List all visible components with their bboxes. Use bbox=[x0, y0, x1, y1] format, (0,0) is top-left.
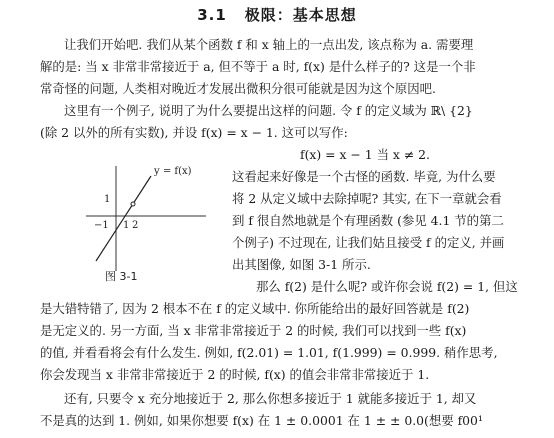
figure-caption: 图 3-1 bbox=[105, 270, 138, 283]
paragraph-line: 出其图像, 如图 3-1 所示. bbox=[232, 257, 371, 272]
neg-tick-label: −1 bbox=[94, 220, 109, 231]
hole-point bbox=[131, 202, 135, 206]
function-line bbox=[96, 176, 151, 261]
paragraph-line: 还有, 只要令 x 充分地接近于 2, 那么你想多接近于 1 就能多接近于 1, 却又 bbox=[64, 391, 477, 406]
paragraph-line: 是大错特错了, 因为 2 根本不在 f 的定义域中. 你所能给出的最好回答就是 f(2) bbox=[40, 301, 470, 316]
paragraph-line: 是无定义的. 另一方面, 当 x 非常非常接近于 2 的时候, 我们可以找到一些 f(x) bbox=[40, 323, 467, 338]
y-tick-label: 1 bbox=[104, 194, 111, 205]
curve-label: y = f(x) bbox=[154, 166, 192, 177]
graph-svg bbox=[76, 166, 216, 286]
paragraph-line: 让我们开始吧. 我们从某个函数 f 和 x 轴上的一点出发, 该点称为 a. 需要理 bbox=[64, 37, 474, 52]
section-title: 极限：基本思想 bbox=[244, 6, 357, 24]
paragraph-line: 的值, 并看看将会有什么发生. 例如, f(2.01) = 1.01, f(1.999) = 0.999. 稍作思考, bbox=[40, 345, 498, 360]
paragraph-line: 这里有一个例子, 说明了为什么要提出这样的问题. 令 f 的定义域为 ℝ\ {2} bbox=[64, 103, 473, 118]
paragraph-line: 解的是: 当 x 非常非常接近于 a, 但不等于 a 时, f(x) 是什么样子的? 这是一个非 bbox=[40, 59, 476, 74]
paragraph-line: 到 f 很自然地就是个有理函数 (参见 4.1 节的第二 bbox=[232, 213, 504, 228]
paragraph-line: 你会发现当 x 非常非常接近于 2 的时候, f(x) 的值会非常非常接近于 1. bbox=[40, 367, 430, 382]
x-tick-label-2: 2 bbox=[132, 220, 139, 231]
paragraph-line: 将 2 从定义域中去除掉呢? 其实, 在下一章就会看 bbox=[232, 191, 502, 206]
function-graph bbox=[76, 166, 216, 286]
paragraph-line: (除 2 以外的所有实数), 并设 f(x) = x − 1. 这可以写作: bbox=[40, 125, 348, 140]
formula: f(x) = x − 1 当 x ≠ 2. bbox=[300, 147, 430, 162]
section-number: 3.1 bbox=[197, 6, 227, 24]
paragraph-line: 这看起来好像是一个古怪的函数. 毕竟, 为什么要 bbox=[232, 169, 496, 184]
paragraph-line: 那么 f(2) 是什么呢? 或许你会说 f(2) = 1, 但这 bbox=[256, 279, 518, 294]
paragraph-line: 常奇怪的问题, 人类相对晚近才发展出微积分很可能就是因为这个原因吧. bbox=[40, 81, 436, 96]
paragraph-line: 不是真的达到 1. 例如, 如果你想要 f(x) 在 1 ± 0.0001 在 1 ± ± 0.0(想要 f00¹ bbox=[40, 413, 483, 428]
section-heading bbox=[0, 4, 554, 25]
paragraph-line: 个例子) 不过现在, 让我们姑且接受 f 的定义, 并画 bbox=[232, 235, 505, 250]
x-tick-label-1: 1 bbox=[123, 220, 130, 231]
